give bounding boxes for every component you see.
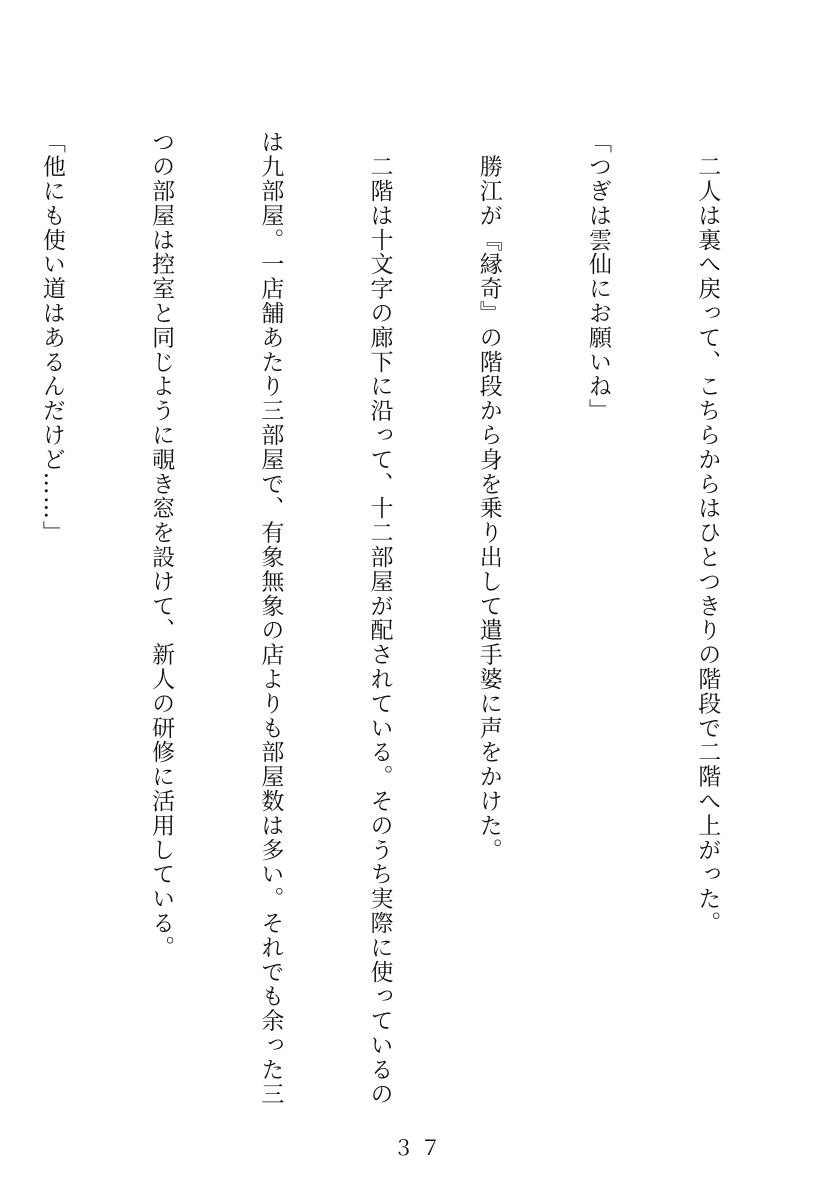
text-line: 勝江が『縁奇』の階段から身を乗り出して遣手婆に声をかけた。: [475, 130, 502, 862]
text-line: つの部屋は控室と同じように覗き窓を設けて、新人の研修に活用している。: [148, 130, 175, 960]
vertical-text-body: [13, 130, 798, 1106]
text-line: 二人は裏へ戻って、こちらからはひとつきりの階段で二階へ上がった。: [694, 130, 721, 936]
text-line: 「つぎは雲仙にお願いね」: [584, 130, 611, 423]
page-number: ３７: [393, 1136, 447, 1160]
text-line: 「他にも使い道はあるんだけど……」: [38, 130, 65, 545]
text-line: 二階は十文字の廊下に沿って、十二部屋が配されている。そのうち実際に使っているの: [366, 130, 393, 1106]
text-line: は九部屋。一店舗あたり三部屋で、有象無象の店よりも部屋数は多い。それでも余った三: [257, 130, 284, 1106]
